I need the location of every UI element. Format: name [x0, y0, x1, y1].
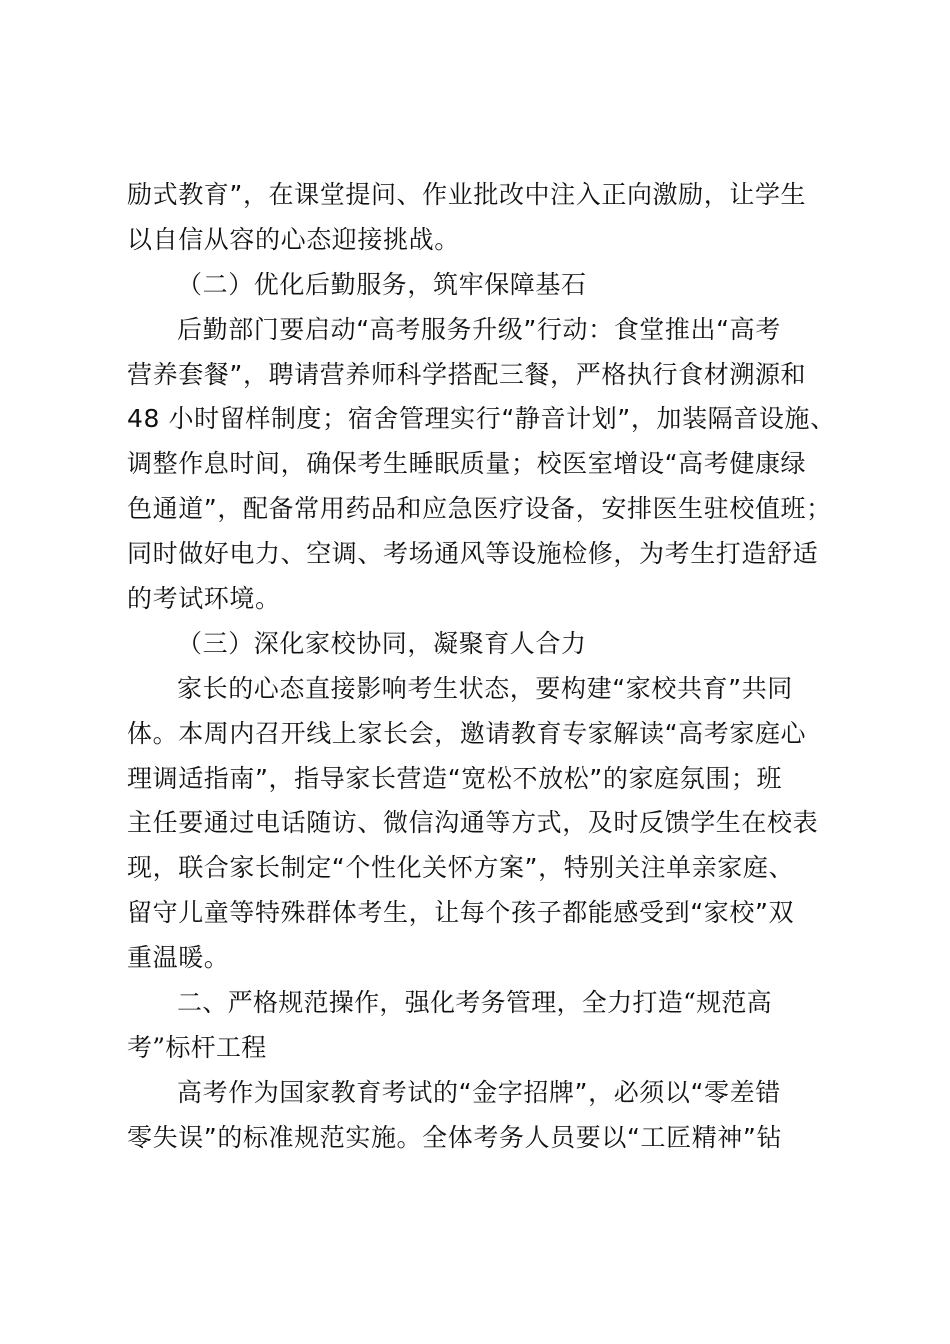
- paragraph-line: 的考试环境。: [127, 584, 281, 614]
- paragraph-line: 调整作息时间，确保考生睡眠质量；校医室增设“高考健康绿: [127, 449, 807, 479]
- paragraph-line: 留守儿童等特殊群体考生，让每个孩子都能感受到“家校”双: [127, 898, 795, 928]
- paragraph-line: 后勤部门要启动“高考服务升级”行动：食堂推出“高考: [177, 314, 781, 344]
- document-body: [127, 173, 857, 1161]
- section-heading: （三）深化家校协同，凝聚育人合力: [177, 628, 587, 658]
- section-heading: （二）优化后勤服务，筑牢保障基石: [177, 269, 587, 299]
- paragraph-line: 理调适指南”，指导家长营造“宽松不放松”的家庭氛围；班: [127, 763, 783, 793]
- paragraph-line: 体。本周内召开线上家长会，邀请教育专家解读“高考家庭心: [127, 718, 807, 748]
- paragraph-line: 零失误”的标准规范实施。全体考务人员要以“工匠精神”钻: [127, 1122, 783, 1152]
- paragraph-line: 营养套餐”，聘请营养师科学搭配三餐，严格执行食材溯源和: [127, 359, 807, 389]
- paragraph-line: 现，联合家长制定“个性化关怀方案”，特别关注单亲家庭、: [127, 853, 795, 883]
- paragraph-line: 主任要通过电话随访、微信沟通等方式，及时反馈学生在校表: [127, 808, 819, 838]
- paragraph-line: 励式教育”，在课堂提问、作业批改中注入正向激励，让学生: [127, 180, 807, 209]
- paragraph-line: 同时做好电力、空调、考场通风等设施检修，为考生打造舒适: [127, 539, 819, 569]
- paragraph-line: 重温暖。: [127, 943, 230, 973]
- paragraph-line: 家长的心态直接影响考生状态，要构建“家校共育”共同: [177, 673, 793, 703]
- paragraph-line: 高考作为国家教育考试的“金字招牌”，必须以“零差错: [177, 1077, 781, 1107]
- paragraph-line: 以自信从容的心态迎接挑战。: [127, 224, 460, 254]
- chapter-heading: 二、严格规范操作，强化考务管理，全力打造“规范高: [177, 988, 772, 1018]
- paragraph-line: 色通道”，配备常用药品和应急医疗设备，安排医生驻校值班；: [127, 494, 832, 524]
- paragraph-line: 48 小时留样制度；宿舍管理实行“静音计划”，加装隔音设施、: [127, 404, 836, 434]
- chapter-heading: 考”标杆工程: [127, 1032, 267, 1062]
